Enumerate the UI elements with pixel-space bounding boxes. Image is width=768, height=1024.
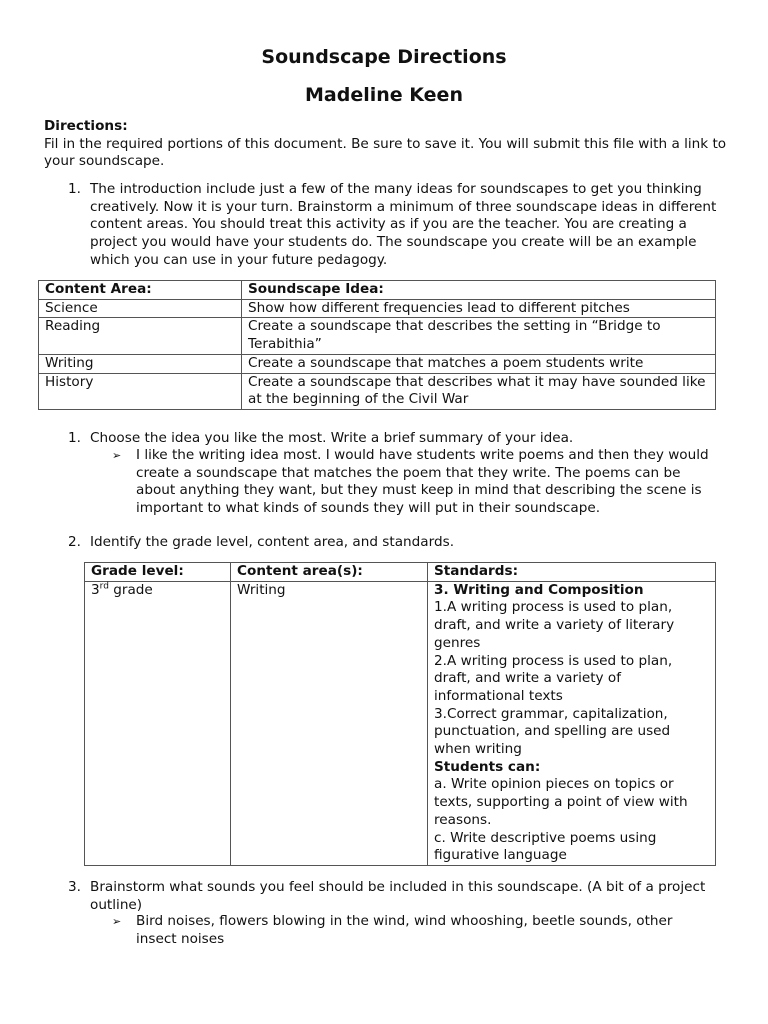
soundscape-idea-cell: Create a soundscape that describes what it may have sounded like at the beginning of the Civil War (242, 373, 716, 409)
arrow-bullet-icon: ➢ (112, 915, 122, 928)
table-row (39, 299, 716, 318)
step-3-text: Identify the grade level, content area, and standards. (90, 534, 455, 550)
content-area-cell: History (39, 373, 242, 409)
soundscape-idea-cell: Create a soundscape that describes the setting in “Bridge to Terabithia” (242, 318, 716, 354)
author-name: Madeline Keen (305, 84, 463, 106)
directions-section (44, 118, 734, 171)
soundscape-idea-cell: Create a soundscape that matches a poem students write (242, 354, 716, 373)
grade-standards-table (84, 562, 716, 866)
ideas-table (38, 280, 716, 410)
grade-number: 3 (91, 581, 100, 598)
directions-label: Directions: (44, 118, 128, 134)
directions-text: Fil in the required portions of this document. Be sure to save it. You will submit this file with a link to your soundscape. (44, 135, 727, 170)
content-area-cell: Science (39, 299, 242, 318)
header-content-area: Content Area: (39, 281, 242, 300)
step-1-text: The introduction include just a few of the many ideas for soundscapes to get you thinking creatively. Now it is your turn. Brainstorm a minimum of three soundscape ideas in different content areas. You should treat this activity as if you are the teacher. You are creating a project you would have your students do. The soundscape you create will be an example which you can use in your future pedagogy. (90, 181, 717, 268)
table-row (39, 354, 716, 373)
document-title: Soundscape Directions (261, 46, 507, 68)
content-area-cell: Reading (39, 318, 242, 354)
step-4-number: 3. (68, 879, 81, 895)
student-objective: a. Write opinion pieces on topics or texts, supporting a point of view with reasons. (434, 776, 688, 828)
step-2-answer-text: I like the writing idea most. I would have students write poems and then they would create a soundscape that matches the poem that they write. The poems can be about anything they want, but they must keep in mind that describing the scene is important to what kinds of sounds they will put in their soundscape. (136, 447, 709, 517)
header-standards: Standards: (428, 563, 716, 582)
step-3-number: 2. (68, 534, 81, 550)
standard-item: 2.A writing process is used to plan, draft, and write a variety of informational texts (434, 652, 673, 704)
content-area-cell: Writing (231, 581, 428, 865)
table-row (39, 318, 716, 354)
standard-item: 3.Correct grammar, capitalization, punctuation, and spelling are used when writing (434, 705, 671, 758)
step-4-answer-text: Bird noises, flowers blowing in the wind, wind whooshing, beetle sounds, other insect noises (136, 913, 673, 947)
student-objective: c. Write descriptive poems using figurative language (434, 829, 657, 864)
step-2 (68, 430, 728, 448)
step-4 (68, 879, 728, 914)
soundscape-idea-cell: Show how different frequencies lead to different pitches (242, 299, 716, 318)
arrow-bullet-icon: ➢ (112, 449, 122, 462)
grade-level-cell (85, 581, 231, 865)
content-area-cell: Writing (39, 354, 242, 373)
step-2-answer (112, 447, 712, 518)
step-4-text: Brainstorm what sounds you feel should be included in this soundscape. (A bit of a project outline) (90, 879, 706, 913)
standard-item: 1.A writing process is used to plan, draft, and write a variety of literary genres (434, 599, 675, 651)
table-row (85, 581, 716, 865)
table-row (39, 373, 716, 409)
grade-table-header (85, 563, 716, 582)
step-1-number: 1. (68, 181, 81, 197)
header-grade-level: Grade level: (85, 563, 231, 582)
header-soundscape-idea: Soundscape Idea: (242, 281, 716, 300)
step-2-number: 1. (68, 430, 81, 446)
standards-heading: 3. Writing and Composition (434, 581, 644, 598)
step-4-answer (112, 913, 712, 948)
ideas-table-header (39, 281, 716, 300)
step-1 (68, 181, 728, 270)
step-2-text: Choose the idea you like the most. Write a brief summary of your idea. (90, 430, 574, 446)
header-content-areas: Content area(s): (231, 563, 428, 582)
step-3 (68, 534, 728, 552)
standards-cell (428, 581, 716, 865)
grade-word: grade (108, 581, 153, 598)
students-can-heading: Students can: (434, 758, 541, 775)
grade-ordinal-suffix: rd (99, 581, 109, 592)
